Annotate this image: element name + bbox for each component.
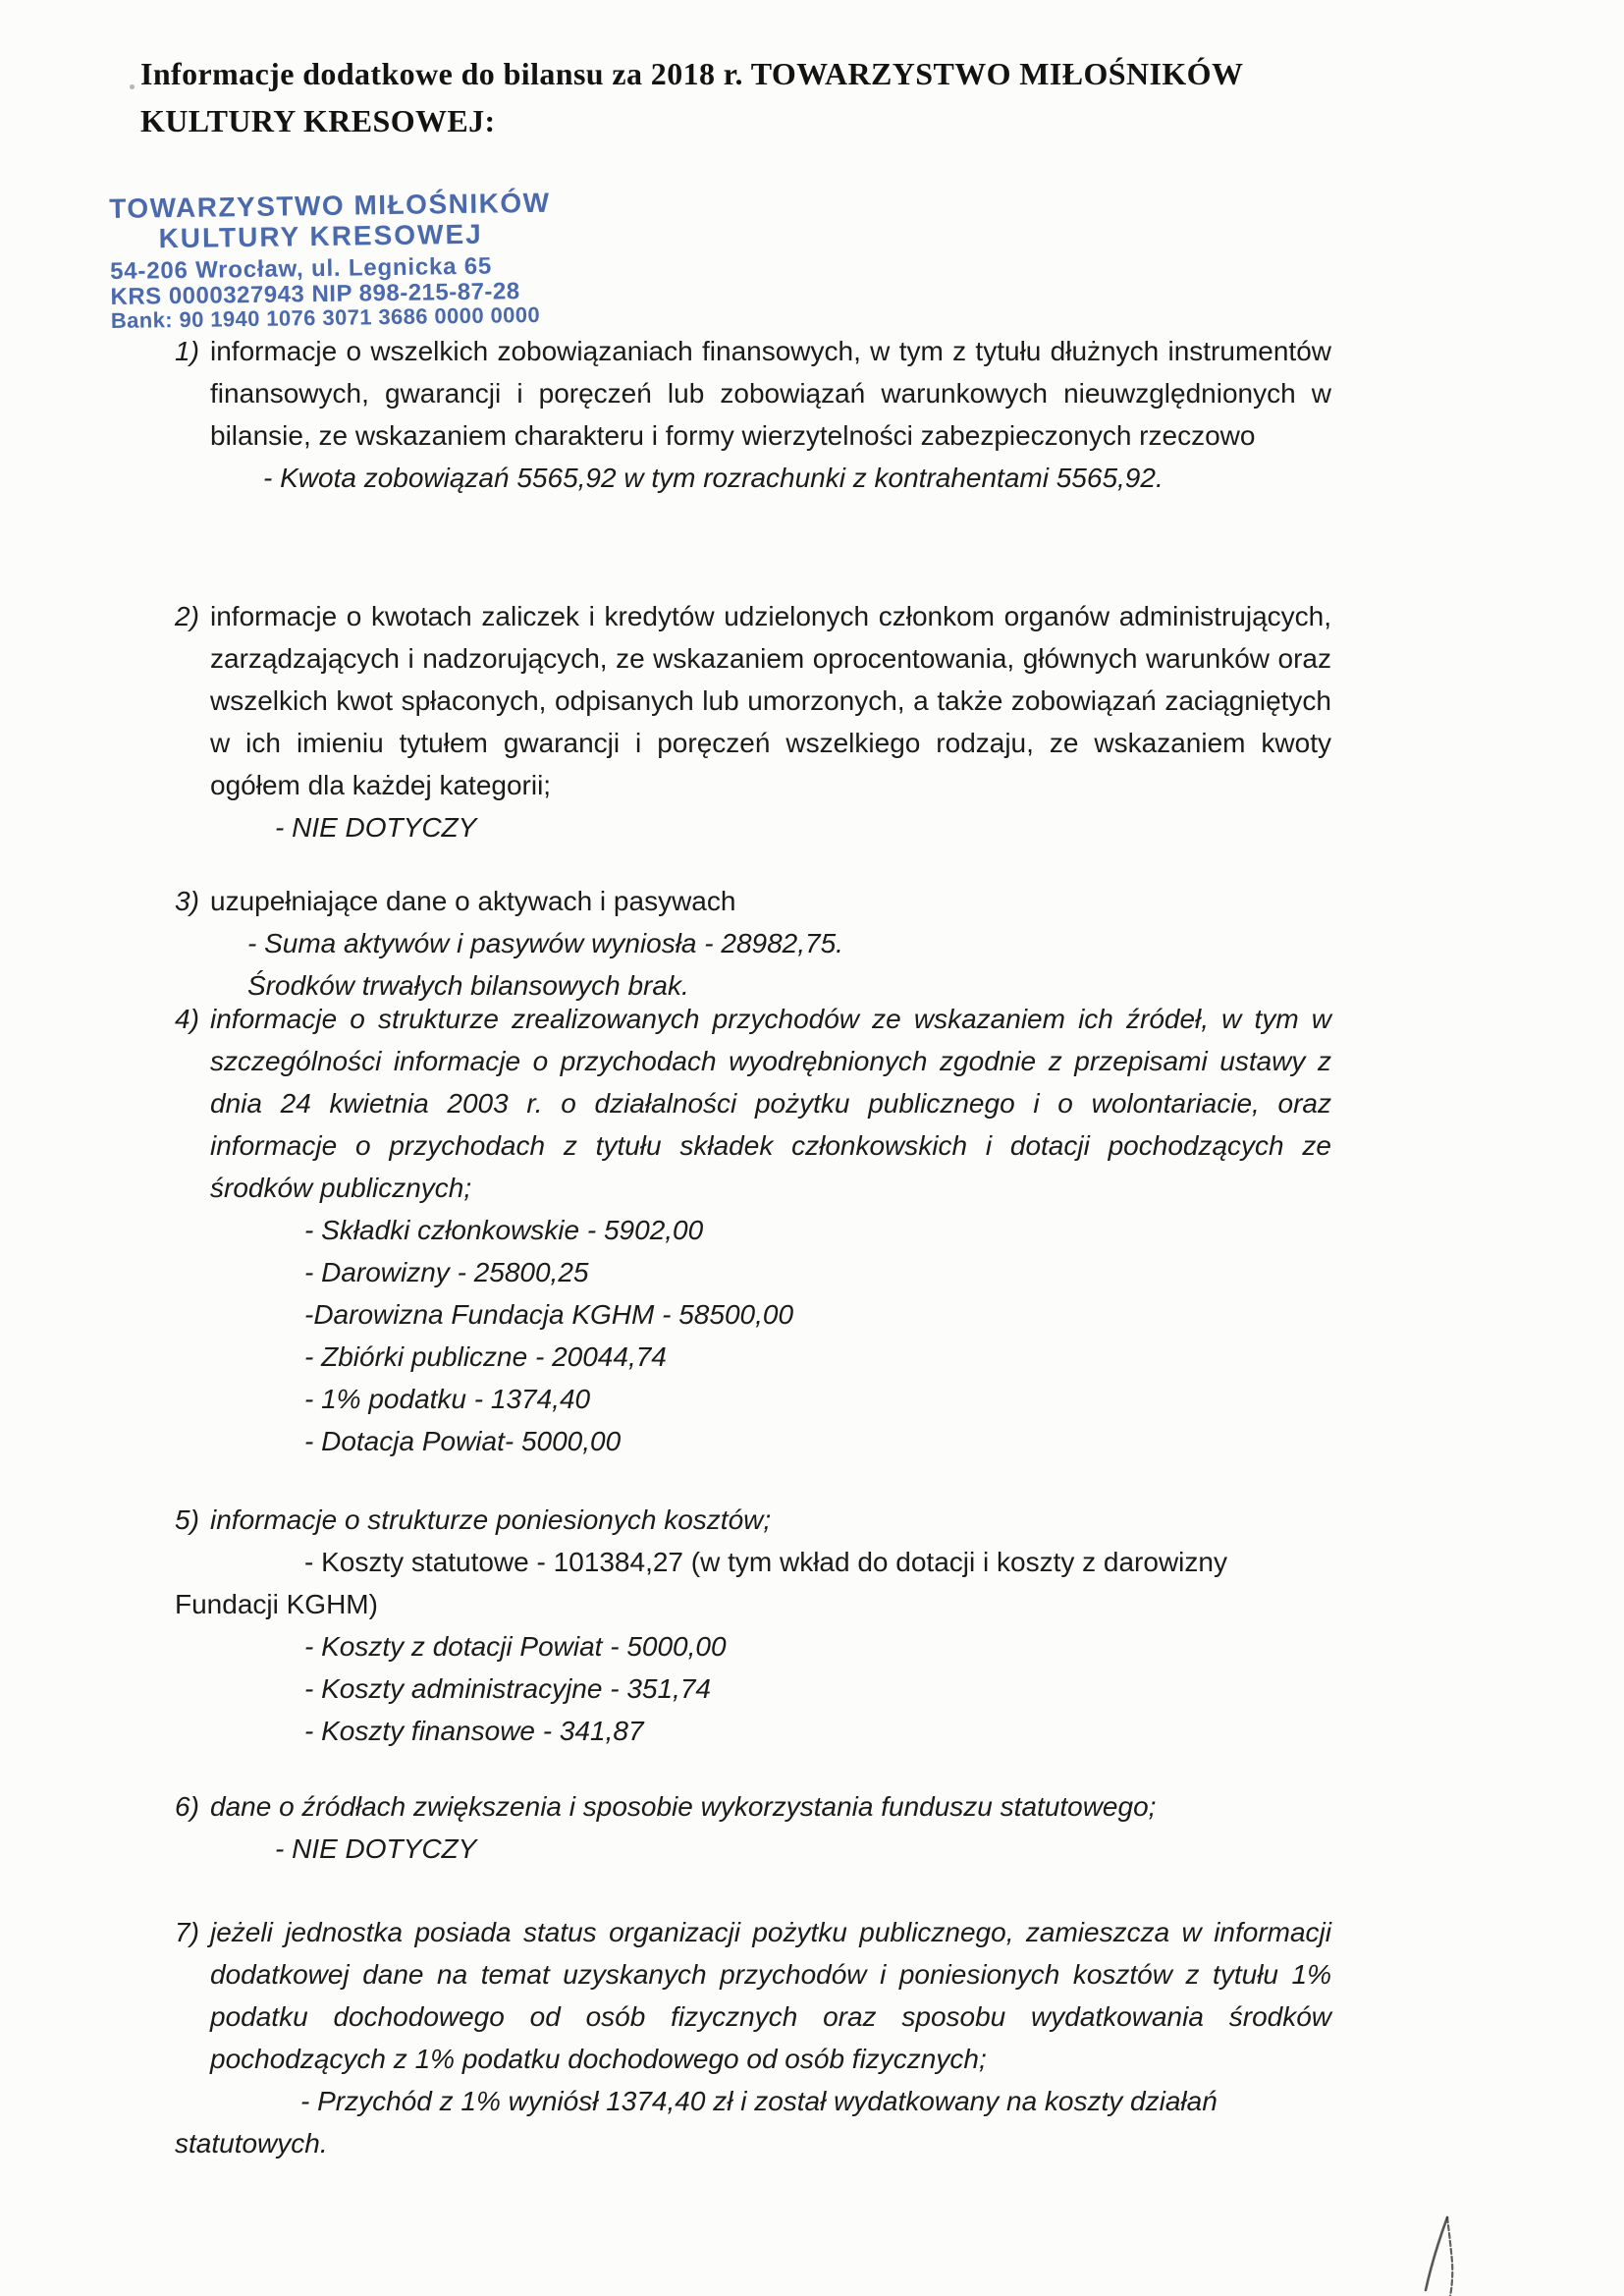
item-3-sub-1: - Suma aktywów i pasywów wyniosła - 28982,75. <box>247 928 843 958</box>
scan-speck <box>130 84 135 89</box>
item-7-note: statutowych. <box>175 2128 328 2159</box>
item-5-sub-2: - Koszty administracyjne - 351,74 <box>304 1673 711 1704</box>
list-item-2 <box>175 595 1331 848</box>
document-title-line-2: KULTURY KRESOWEJ: <box>140 103 496 138</box>
item-2-body: informacje o kwotach zaliczek i kredytów udzielonych członkom organów administrujących, zarządzających i nadzorujących, ze wskazaniem oprocentowania, głównych warunków oraz wszelkich kwot spłaconych, odpisanych lub umorzonych, a także zobowiązań zaciągniętych w ich imieniu tytułem gwarancji i poręczeń wszelkiego rodzaju, ze wskazaniem kwoty ogółem dla każdej kategorii; <box>210 601 1331 800</box>
item-1-number: 1) <box>175 336 199 366</box>
item-2-sub-1: - NIE DOTYCZY <box>275 812 477 843</box>
item-1-body: informacje o wszelkich zobowiązaniach finansowych, w tym z tytułu dłużnych instrumentów finansowych, gwarancji i poręczeń lub zobowiązań warunkowych nieuwzględnionych w bilansie, ze wskazaniem charakteru i formy wierzytelności zabezpieczonych rzeczowo <box>210 336 1331 451</box>
stamp-address: 54-206 Wrocław, ul. Legnicka 65 <box>109 252 493 285</box>
list-item-1 <box>175 330 1331 499</box>
document-title-line-1: Informacje dodatkowe do bilansu za 2018 r. TOWARZYSTWO MIŁOŚNIKÓW <box>140 56 1244 91</box>
item-2-number: 2) <box>175 601 199 631</box>
item-4-sub-5: - 1% podatku - 1374,40 <box>304 1384 591 1414</box>
item-3-number: 3) <box>175 886 199 916</box>
stamp-bank-account: Bank: 90 1940 1076 3071 3686 0000 0000 <box>110 301 541 333</box>
list-item-5 <box>175 1499 1331 1752</box>
item-4-body: informacje o strukturze zrealizowanych przychodów ze wskazaniem ich źródeł, w tym w szczególności informacje o przychodach wyodrębnionych zgodnie z przepisami ustawy z dnia 24 kwietnia 2003 r. o działalności pożytku publicznego i o wolontariacie, oraz informacje o przychodach z tytułu składek członkowskich i dotacji pochodzących ze środków publicznych; <box>210 1004 1331 1203</box>
stamp-krs-nip: KRS 0000327943 NIP 898-215-87-28 <box>110 278 520 310</box>
item-4-number: 4) <box>175 1004 199 1034</box>
item-5-sub-1: - Koszty z dotacji Powiat - 5000,00 <box>304 1631 727 1662</box>
item-6-sub-1: - NIE DOTYCZY <box>275 1833 477 1864</box>
pen-stroke-mark <box>1412 2208 1481 2296</box>
item-6-body: dane o źródłach zwiększenia i sposobie wykorzystania funduszu statutowego; <box>210 1791 1157 1822</box>
item-5-body: informacje o strukturze poniesionych kosztów; <box>210 1504 772 1535</box>
item-4-sub-3: -Darowizna Fundacja KGHM - 58500,00 <box>304 1299 794 1330</box>
item-4-sub-2: - Darowizny - 25800,25 <box>304 1257 589 1287</box>
item-7-body: jeżeli jednostka posiada status organizacji pożytku publicznego, zamieszcza w informacji dodatkowej dane na temat uzyskanych przychodów i poniesionych kosztów z tytułu 1% podatku dochodowego od osób fizycznych oraz sposobu wydatkowania środków pochodzących z 1% podatku dochodowego od osób fizycznych; <box>210 1917 1331 2074</box>
item-1-sub-1: - Kwota zobowiązań 5565,92 w tym rozrachunki z kontrahentami 5565,92. <box>263 463 1164 493</box>
item-4-sub-6: - Dotacja Powiat- 5000,00 <box>304 1426 622 1456</box>
organization-ink-stamp <box>109 187 551 333</box>
item-5-sub-costs-line-1: - Koszty statutowe - 101384,27 (w tym wkład do dotacji i koszty z darowizny <box>304 1547 1227 1577</box>
item-6-number: 6) <box>175 1791 199 1822</box>
item-4-sub-1: - Składki członkowskie - 5902,00 <box>304 1215 704 1245</box>
list-item-4 <box>175 998 1331 1462</box>
item-5-sub-costs-line-2: Fundacji KGHM) <box>175 1589 378 1619</box>
stamp-org-name-line-1: TOWARZYSTWO MIŁOŚNIKÓW <box>109 187 551 225</box>
item-7-sub-1: - Przychód z 1% wyniósł 1374,40 zł i został wydatkowany na koszty działań <box>300 2086 1218 2116</box>
item-3-body: uzupełniające dane o aktywach i pasywach <box>210 886 736 916</box>
stamp-org-name-line-2: KULTURY KRESOWEJ <box>158 218 483 254</box>
item-5-number: 5) <box>175 1504 199 1535</box>
item-3-note: Środków trwałych bilansowych brak. <box>247 970 689 1001</box>
list-item-7 <box>175 1911 1331 2164</box>
item-4-sub-4: - Zbiórki publiczne - 20044,74 <box>304 1341 667 1372</box>
list-item-6 <box>175 1785 1331 1870</box>
list-item-3 <box>175 880 1331 1007</box>
item-7-number: 7) <box>175 1917 199 1947</box>
item-5-sub-3: - Koszty finansowe - 341,87 <box>304 1716 644 1746</box>
